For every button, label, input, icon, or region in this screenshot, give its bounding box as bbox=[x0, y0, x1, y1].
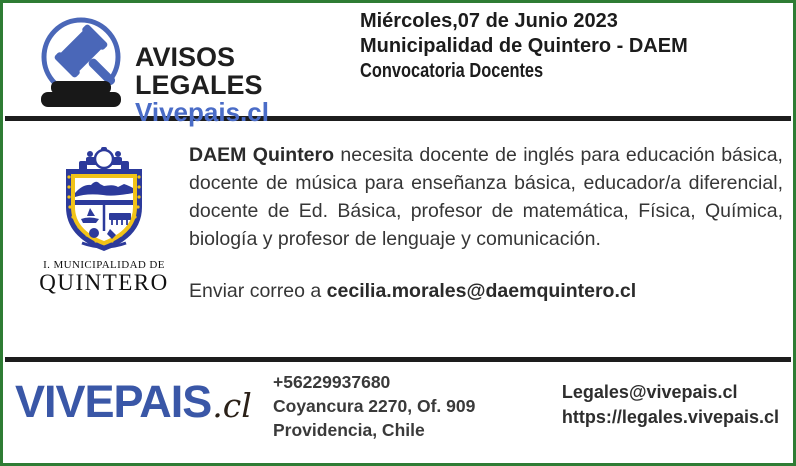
wordmark-tld: .cl bbox=[212, 386, 252, 425]
footer-email[interactable]: Legales@vivepais.cl bbox=[561, 382, 738, 402]
footer-contact-block bbox=[273, 362, 541, 442]
footer-links-block bbox=[562, 362, 783, 442]
contact-email[interactable]: cecilia.morales@daemquintero.cl bbox=[326, 280, 637, 302]
municipality-crest-block bbox=[29, 141, 179, 357]
organization-name: Municipalidad de Quintero - DAEM bbox=[359, 35, 688, 57]
vivepais-wordmark bbox=[15, 362, 273, 442]
footer-website[interactable]: https://legales.vivepais.cl bbox=[561, 407, 779, 427]
notice-paragraph bbox=[189, 141, 783, 253]
header-meta bbox=[360, 7, 785, 116]
notice-subject: Convocatoria Docentes bbox=[359, 60, 544, 82]
crest-caption-line1: I. MUNICIPALIDAD DE bbox=[43, 259, 165, 271]
footer-street: Coyancura 2270, Of. 909 bbox=[273, 396, 476, 416]
notice-content bbox=[189, 141, 785, 357]
header bbox=[3, 3, 793, 127]
municipality-crest-icon bbox=[29, 145, 179, 257]
notice-lead: DAEM Quintero bbox=[189, 144, 335, 166]
footer bbox=[3, 362, 793, 442]
contact-label: Enviar correo a bbox=[189, 280, 327, 302]
publication-date: Miércoles,07 de Junio 2023 bbox=[359, 10, 618, 32]
brand-site: Vivepais.cl bbox=[135, 97, 269, 127]
wordmark-name: VIVEPAIS bbox=[15, 376, 212, 427]
crest-caption-line2: QUINTERO bbox=[39, 270, 169, 295]
brand-title: AVISOS LEGALES bbox=[135, 42, 263, 100]
contact-line bbox=[189, 280, 783, 303]
notice-body-text: necesita docente de inglés para educación básica, docente de música para enseñanza básica, educador/a diferencial, docente de Ed. Básica, profesor de matemática, Física, Química, biología y profesor de lenguaje y comunicación. bbox=[189, 144, 783, 250]
gavel-logo-icon bbox=[29, 7, 133, 109]
footer-city: Providencia, Chile bbox=[273, 420, 425, 440]
avisos-legales-brand bbox=[29, 7, 360, 127]
footer-phone: +56229937680 bbox=[273, 372, 391, 392]
brand-text bbox=[135, 7, 360, 126]
notice-body bbox=[3, 121, 793, 357]
